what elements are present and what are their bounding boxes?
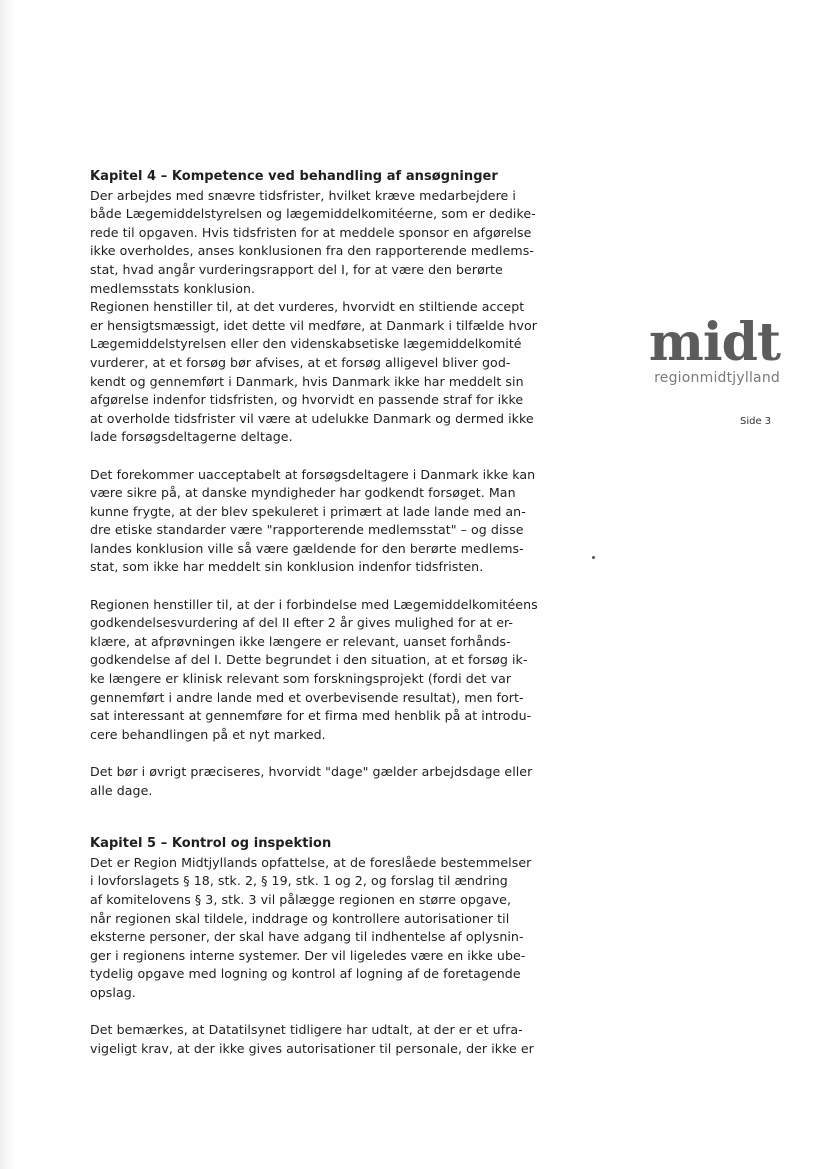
section-4-paragraph-2: [90, 298, 568, 447]
paragraph-gap: [90, 447, 568, 466]
text-line: godkendelse af del I. Dette begrundet i den situation, at et forsøg ik-: [90, 652, 528, 668]
page-number: Side 3: [740, 416, 772, 427]
text-line: gennemført i andre lande med et overbevisende resultat), men fort-: [90, 689, 524, 705]
text-line: Det bemærkes, at Datatilsynet tidligere har udtalt, at der er et ufra-: [90, 1022, 523, 1038]
text-line: klære, at afprøvningen ikke længere er relevant, uanset forhånds-: [90, 633, 511, 649]
text-line: at overholde tidsfrister vil være at udelukke Danmark og dermed ikke: [90, 410, 534, 426]
section-4-paragraph-3: [90, 466, 568, 578]
logo-subtitle: regionmidtjylland: [654, 370, 780, 386]
text-line: Det forekommer uacceptabelt at forsøgsdeltagere i Danmark ikke kan: [90, 466, 536, 482]
text-line: godkendelsesvurdering af del II efter 2 år gives mulighed for at er-: [90, 615, 514, 631]
text-line: afgørelse indenfor tidsfristen, og hvorvidt en passende straf for ikke: [90, 392, 524, 408]
section-4-paragraph-1: [90, 187, 568, 299]
text-line: landes konklusion ville så være gældende for den berørte medlems-: [90, 540, 524, 556]
text-line: vigeligt krav, at der ikke gives autorisationer til personale, der ikke er: [90, 1040, 534, 1056]
text-line: Regionen henstiller til, at det vurderes, hvorvidt en stiltiende accept: [90, 299, 525, 315]
section-5-paragraph-2: [90, 1021, 568, 1058]
section-4-paragraph-5: [90, 763, 568, 800]
text-line: er hensigtsmæssigt, idet dette vil medføre, at Danmark i tilfælde hvor: [90, 317, 538, 333]
section-4-heading: Kapitel 4 – Kompetence ved behandling af ansøgninger: [90, 169, 498, 184]
text-line: af komitelovens § 3, stk. 3 vil pålægge regionen en større opgave,: [90, 891, 512, 907]
region-midtjylland-logo: [640, 312, 780, 386]
text-line: rede til opgaven. Hvis tidsfristen for at meddele sponsor en afgørelse: [90, 224, 532, 240]
paragraph-gap: [90, 744, 568, 763]
section-4-paragraph-4: [90, 596, 568, 745]
text-line: når regionen skal tildele, inddrage og kontrollere autorisationer til: [90, 910, 510, 926]
paragraph-gap: [90, 1003, 568, 1022]
text-line: opslag.: [90, 984, 136, 1000]
text-line: ikke overholdes, anses konklusionen fra den rapporterende medlems-: [90, 243, 534, 259]
text-line: cere behandlingen på et nyt marked.: [90, 726, 326, 742]
text-line: stat, som ikke har meddelt sin konklusion indenfor tidsfristen.: [90, 559, 484, 575]
scan-edge-shadow: [0, 0, 14, 1169]
document-body: [90, 168, 568, 1058]
text-line: Lægemiddelstyrelsen eller den videnskabsetiske lægemiddelkomité: [90, 336, 522, 352]
text-line: Det er Region Midtjyllands opfattelse, at de foreslåede bestemmelser: [90, 854, 532, 870]
scan-speck: [592, 556, 595, 559]
text-line: både Lægemiddelstyrelsen og lægemiddelkomitéerne, som er dedike-: [90, 206, 536, 222]
text-line: eksterne personer, der skal have adgang til indhentelse af oplysnin-: [90, 929, 524, 945]
text-line: alle dage.: [90, 782, 153, 798]
text-line: kunne frygte, at der blev spekuleret i primært at lade lande med an-: [90, 503, 526, 519]
text-line: ger i regionens interne systemer. Der vil ligeledes være en ikke ube-: [90, 947, 526, 963]
section-5-paragraph-1: [90, 854, 568, 1003]
text-line: være sikre på, at danske myndigheder har godkendt forsøget. Man: [90, 485, 516, 501]
text-line: i lovforslagets § 18, stk. 2, § 19, stk. 1 og 2, og forslag til ændring: [90, 873, 508, 889]
section-5-heading: Kapitel 5 – Kontrol og inspektion: [90, 836, 332, 852]
logo-wordmark: midt: [648, 312, 780, 373]
text-line: sat interessant at gennemføre for et firma med henblik på at introdu-: [90, 708, 532, 724]
section-gap: [90, 800, 568, 835]
text-line: Det bør i øvrigt præciseres, hvorvidt "dage" gælder arbejdsdage eller: [90, 764, 533, 779]
text-line: Regionen henstiller til, at der i forbindelse med Lægemiddelkomitéens: [90, 596, 538, 612]
paragraph-gap: [90, 577, 568, 596]
text-line: medlemsstats konklusion.: [90, 280, 256, 296]
text-line: Der arbejdes med snævre tidsfrister, hvilket kræve medarbejdere i: [90, 187, 516, 203]
text-line: dre etiske standarder være "rapporterende medlemsstat" – og disse: [90, 522, 524, 538]
text-line: tydelig opgave med logning og kontrol af logning af de foretagende: [90, 966, 521, 982]
text-line: kendt og gennemført i Danmark, hvis Danmark ikke har meddelt sin: [90, 373, 524, 389]
text-line: lade forsøgsdeltagerne deltage.: [90, 429, 293, 445]
text-line: ke længere er klinisk relevant som forskningsprojekt (fordi det var: [90, 671, 512, 687]
text-line: vurderer, at et forsøg bør afvises, at et forsøg alligevel bliver god-: [90, 354, 511, 370]
text-line: stat, hvad angår vurderingsrapport del I, for at være den berørte: [90, 261, 503, 277]
